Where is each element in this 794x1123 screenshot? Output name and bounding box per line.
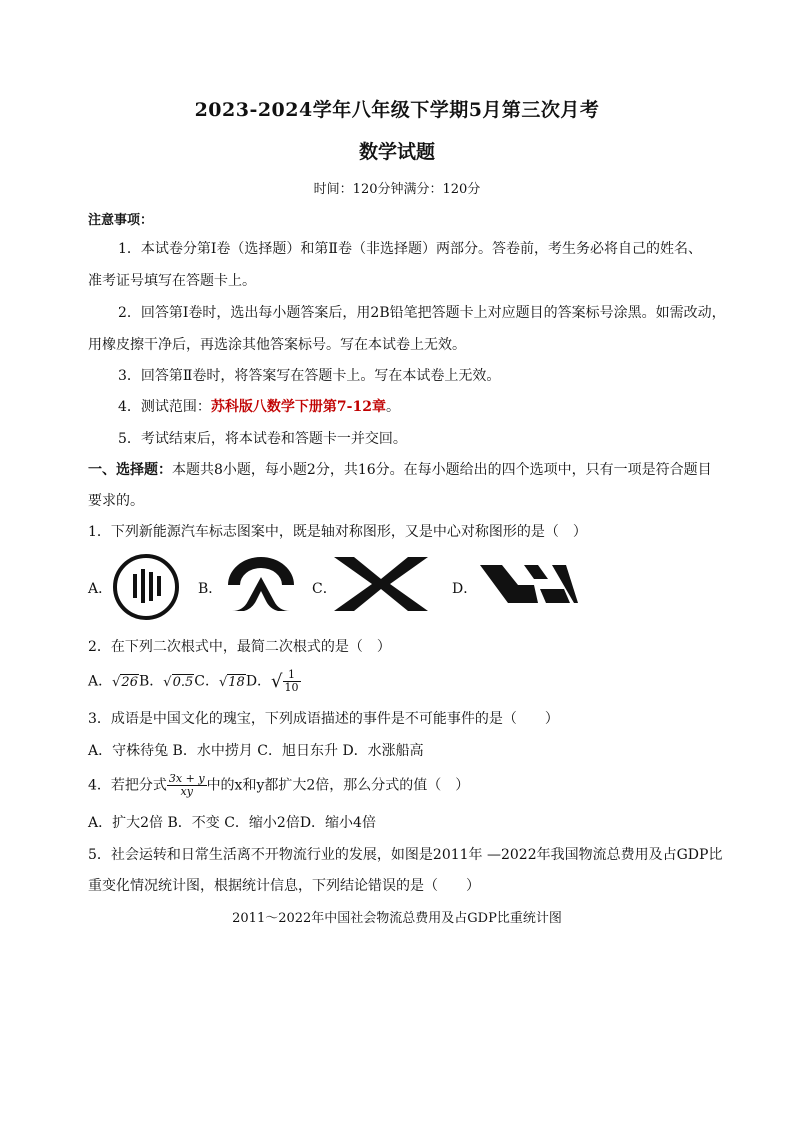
circle-lines-logo-icon [111,552,181,622]
test-range: 苏科版八数学下册第7-12章 [210,399,386,415]
exam-title: 2023-2024学年八年级下学期5月第三次月考 [194,99,600,121]
note-4-suffix: 。 [385,399,400,415]
chart-caption: 2011～2022年中国社会物流总费用及占GDP比重统计图 [232,911,562,926]
note-4-prefix: 4．测试范围： [118,399,211,415]
question-5-stem-line-2: 重变化情况统计图，根据统计信息，下列结论错误的是（ ） [88,878,480,894]
q2-option-a-label: A． [88,673,113,690]
note-5: 5．考试结束后，将本试卷和答题卡一并交回。 [118,431,407,447]
nio-logo-icon [226,555,296,617]
q2-option-c-label: C． [194,673,219,690]
note-3: 3．回答第Ⅱ卷时，将答案写在答题卡上。写在本试卷上无效。 [118,368,501,384]
q2-option-c-radical: √18 [218,674,245,690]
question-1-stem: 1．下列新能源汽车标志图案中，既是轴对称图形，又是中心对称图形的是（ ） [88,524,587,540]
section-1-line-2: 要求的。 [88,493,144,509]
q2-option-a-radicand: 26 [121,674,138,690]
section-1-desc: 本题共8小题，每小题2分，共16分。在每小题给出的四个选项中，只有一项是符合题目 [172,462,712,478]
note-2-line-2: 用橡皮擦干净后，再选涂其他答案标号。写在本试卷上无效。 [88,337,466,353]
question-2-stem: 2．在下列二次根式中，最简二次根式的是（ ） [88,639,391,655]
q2-d-numerator: 1 [283,669,301,682]
note-4 [118,396,400,416]
q1-option-c-label: C． [312,581,337,597]
note-1-line-1: 1．本试卷分第Ⅰ卷（选择题）和第Ⅱ卷（非选择题）两部分。答卷前，考生务必将自己的姓名、 [118,241,702,257]
question-5-stem-line-1: 5．社会运转和日常生活离不开物流行业的发展，如图是2011年 —2022年我国物流总费用及占GDP比 [88,847,723,863]
question-3-options: A．守株待兔 B．水中捞月 C．旭日东升 D．水涨船高 [88,743,424,759]
section-1-heading: 一、选择题： [88,462,172,478]
q2-option-b-label: B． [138,673,164,690]
question-4-stem [88,773,469,798]
time-info: 时间：120分钟满分：120分 [313,182,481,197]
q4-fraction-numerator: 3x + y [168,772,205,785]
q2-option-b-radical: √0.5 [163,674,194,690]
q4-fraction [167,773,207,798]
q2-d-denominator: 10 [284,681,299,694]
question-3-stem: 3．成语是中国文化的瑰宝，下列成语描述的事件是不可能事件的是（ ） [88,711,559,727]
question-2-options [88,669,301,694]
q2-option-a-radical: √26 [112,674,138,690]
q4-stem-prefix: 4．若把分式 [88,777,167,794]
note-1-line-2: 准考证号填写在答题卡上。 [88,273,256,289]
xpeng-logo-icon [332,555,430,613]
q4-fraction-denominator: xy [180,785,193,798]
q1-option-a-label: A． [88,581,113,597]
q2-option-d-label: D． [245,673,272,690]
note-2-line-1: 2．回答第Ⅰ卷时，选出每小题答案后，用2B铅笔把答题卡上对应题目的答案标号涂黑。如需改动， [118,305,726,321]
li-auto-logo-icon [478,563,580,605]
q1-option-d-label: D． [452,581,478,597]
q2-option-d-radical: √ [271,671,283,692]
question-4-options: A．扩大2倍 B．不变 C．缩小2倍D．缩小4倍 [88,815,376,831]
notes-heading: 注意事项： [88,213,154,228]
q2-option-b-radicand: 0.5 [172,674,194,690]
q2-option-d-fraction [283,669,301,694]
q1-option-b-label: B． [198,581,223,597]
q2-option-c-radicand: 18 [228,674,245,690]
exam-subtitle: 数学试题 [358,141,435,163]
section-1-line-1 [88,459,712,479]
q4-stem-suffix: 中的x和y都扩大2倍，那么分式的值（ ） [206,777,470,794]
